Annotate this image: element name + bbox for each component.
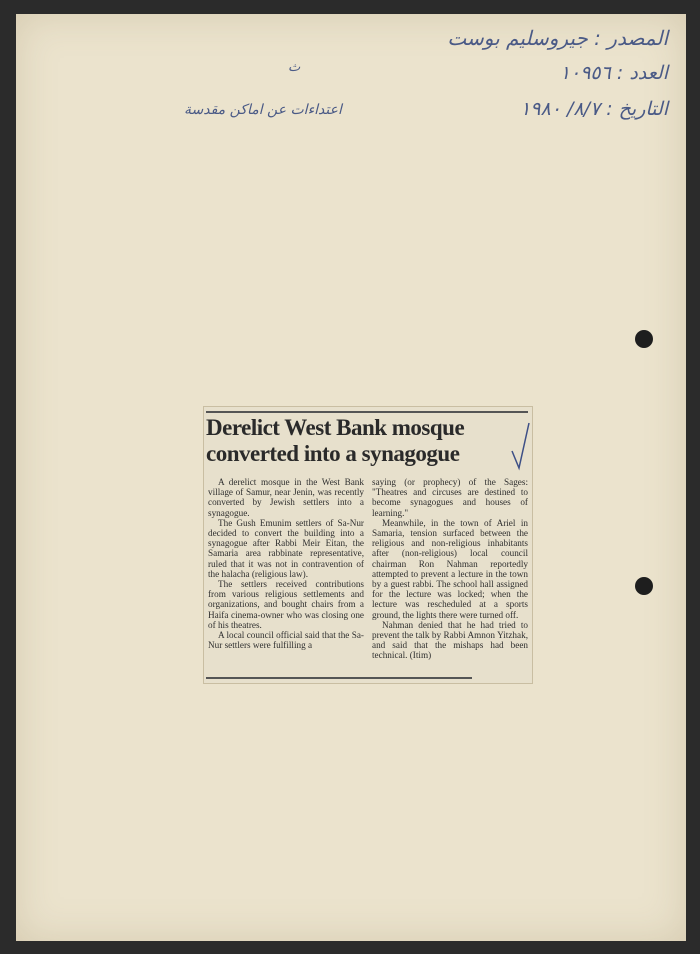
handwritten-date: التاريخ : ٨/٧/ ١٩٨٠ — [520, 98, 668, 120]
paragraph: The Gush Emunim settlers of Sa-Nur decided to convert the building into a synagogue after Rabbi Meir Eitan, the Samaria area rabbinate representative, ruled that it was not in contravention of the halacha (religious law). — [208, 517, 364, 579]
article-left-column — [208, 477, 364, 650]
handwritten-topic-note: اعتداءات عن اماكن مقدسة — [184, 102, 342, 118]
article-headline: Derelict West Bank mosque converted into a synagogue — [206, 415, 465, 466]
checkmark-icon — [511, 421, 531, 471]
paragraph: A derelict mosque in the West Bank village of Samur, near Jenin, was recently converted by Jewish settlers into a synagogue. — [208, 477, 364, 518]
handwritten-mark: ث — [288, 60, 301, 75]
archive-sheet — [16, 14, 686, 941]
paragraph: The settlers received contributions from various religious settlements and organizations, and bought chairs from a Haifa cinema-owner who was closing one of his theatres. — [208, 579, 364, 630]
bottom-rule — [206, 677, 472, 679]
punch-hole-bottom — [635, 577, 653, 595]
punch-hole-top — [635, 330, 653, 348]
paragraph: saying (or prophecy) of the Sages: "Theatres and circuses are destined to become synagogues and houses of learning." — [372, 477, 528, 518]
newspaper-clipping — [203, 406, 533, 684]
paragraph: Nahman denied that he had tried to prevent the talk by Rabbi Amnon Yitzhak, and said that the mishaps had been technical. (Itim) — [372, 619, 528, 661]
paragraph: A local council official said that the Sa-Nur settlers were fulfilling a — [208, 630, 364, 651]
top-rule — [206, 411, 528, 413]
paragraph: Meanwhile, in the town of Ariel in Samaria, tension surfaced between the religious and non-religious inhabitants after (non-religious) local council chairman Ron Nahman reportedly attempted to prevent a lecture in the town by a guest rabbi. The school hall assigned for the lecture was locked; when the lecture was rescheduled at a sports ground, the lights there were turned off. — [372, 517, 528, 620]
handwritten-issue: العدد : ١٠٩٥٦ — [559, 62, 668, 84]
handwritten-source: المصدر : جيروسليم بوست — [447, 26, 668, 50]
article-right-column — [372, 477, 528, 661]
